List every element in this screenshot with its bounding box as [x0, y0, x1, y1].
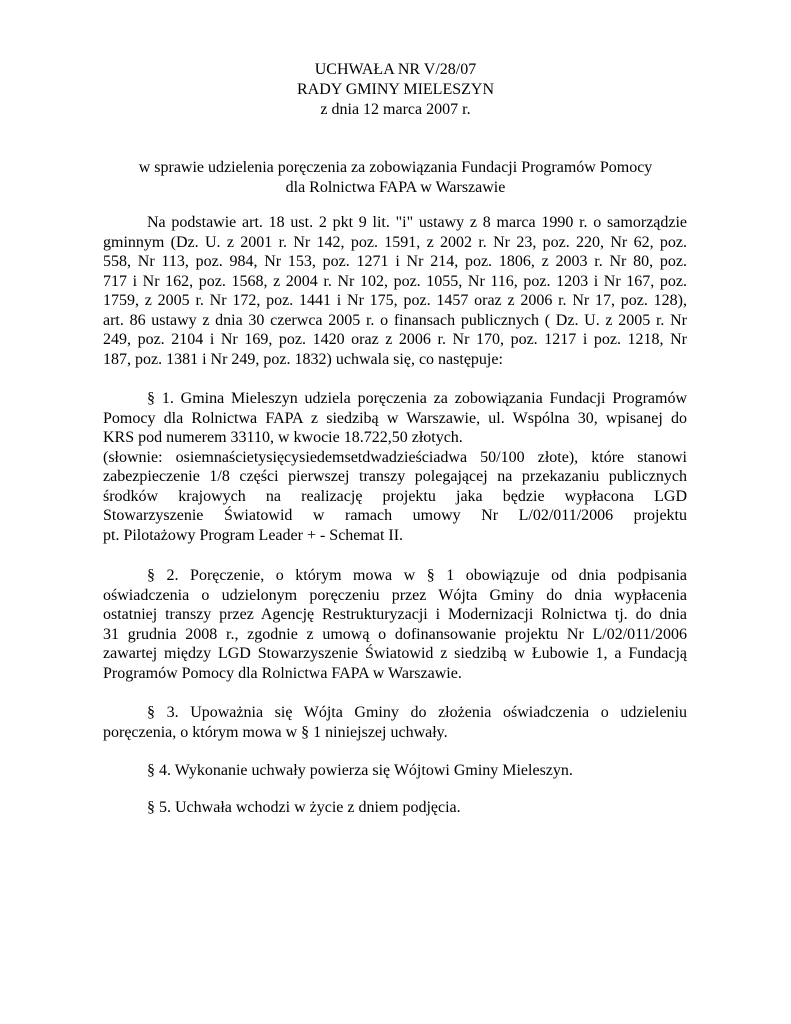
paragraph-line: § 2. Poręczenie, o którym mowa w § 1 obowiązuje od dnia podpisania — [147, 567, 687, 584]
resolution-header — [0, 60, 791, 120]
paragraph-line: Programów Pomocy dla Rolnictwa FAPA w Warszawie. — [103, 664, 462, 682]
paragraph-line: 558, Nr 113, poz. 984, Nr 153, poz. 1271 i Nr 214, poz. 1806, z 2003 r. Nr 80, poz. — [103, 253, 687, 270]
paragraph-line: (słownie: osiemnaścietysięcysiedemsetdwadzieściadwa 50/100 złote), które stanowi — [103, 448, 687, 466]
paragraph-line: 249, poz. 2104 i Nr 169, poz. 1420 oraz z 2006 r. Nr 170, poz. 1217 i poz. 1218, Nr — [103, 331, 687, 348]
section-3-paragraph — [103, 703, 687, 742]
paragraph-line: 187, poz. 1381 i Nr 249, poz. 1832) uchwala się, co następuje: — [103, 350, 503, 368]
subject-line: w sprawie udzielenia poręczenia za zobowiązania Fundacji Programów Pomocy — [138, 159, 653, 176]
paragraph-line: środków krajowych na realizację projektu jaka będzie wypłacona LGD — [103, 487, 687, 505]
section-1-paragraph — [103, 389, 687, 545]
paragraph-line: art. 86 ustawy z dnia 30 czerwca 2005 r. o finansach publicznych ( Dz. U. z 2005 r. Nr — [103, 311, 687, 329]
paragraph-line: oświadczenia o udzielonym poręczeniu przez Wójta Gminy do dnia wypłacenia — [103, 586, 687, 604]
paragraph-line: zawartej między LGD Stowarzyszenie Światowid z siedzibą w Łubowie 1, a Fundacją — [103, 645, 687, 662]
paragraph-line: poręczenia, o którym mowa w § 1 niniejszej uchwały. — [103, 723, 448, 741]
paragraph-line: zabezpieczenie 1/8 części pierwszej transzy polegającej na przekazaniu publicznych — [103, 468, 687, 485]
paragraph-line: Stowarzyszenie Światowid w ramach umowy Nr L/02/011/2006 projektu — [103, 507, 687, 524]
paragraph-line: Na podstawie art. 18 ust. 2 pkt 9 lit. "i" ustawy z 8 marca 1990 r. o samorządzie — [147, 214, 687, 231]
resolution-subject — [0, 158, 791, 198]
paragraph-line: 1759, z 2005 r. Nr 172, poz. 1441 i Nr 175, poz. 1457 oraz z 2006 r. Nr 17, poz. 128), — [103, 292, 687, 309]
legal-basis-paragraph — [103, 213, 687, 369]
paragraph-line: KRS pod numerem 33110, w kwocie 18.722,50 złotych. — [103, 429, 463, 446]
section-2-paragraph — [103, 566, 687, 683]
council-name: RADY GMINY MIELESZYN — [296, 81, 495, 98]
paragraph-line: § 3. Upoważnia się Wójta Gminy do złożenia oświadczenia o udzieleniu — [147, 704, 687, 721]
resolution-date: z dnia 12 marca 2007 r. — [320, 101, 471, 118]
paragraph-line: Pomocy dla Rolnictwa FAPA z siedzibą w Warszawie, ul. Wspólna 30, wpisanej do — [103, 409, 687, 427]
paragraph-line: § 1. Gmina Mieleszyn udziela poręczenia za zobowiązania Fundacji Programów — [147, 390, 687, 407]
paragraph-line: 717 i Nr 162, poz. 1568, z 2004 r. Nr 102, poz. 1055, Nr 116, poz. 1203 i Nr 167, poz. — [103, 272, 687, 290]
section-4-paragraph: § 4. Wykonanie uchwały powierza się Wójtowi Gminy Mieleszyn. — [147, 762, 573, 779]
subject-line: dla Rolnictwa FAPA w Warszawie — [285, 179, 506, 196]
paragraph-line: gminnym (Dz. U. z 2001 r. Nr 142, poz. 1591, z 2002 r. Nr 23, poz. 220, Nr 62, poz. — [103, 233, 687, 251]
resolution-number: UCHWAŁA NR V/28/07 — [314, 61, 477, 78]
paragraph-line: ostatniej transzy przez Agencję Restrukturyzacji i Modernizacji Rolnictwa tj. do dnia — [103, 606, 687, 623]
section-5-paragraph: § 5. Uchwała wchodzi w życie z dniem podjęcia. — [147, 799, 461, 816]
paragraph-line: 31 grudnia 2008 r., zgodnie z umową o dofinansowanie projektu Nr L/02/011/2006 — [103, 625, 687, 643]
paragraph-line: pt. Pilotażowy Program Leader + - Schemat II. — [103, 526, 404, 544]
